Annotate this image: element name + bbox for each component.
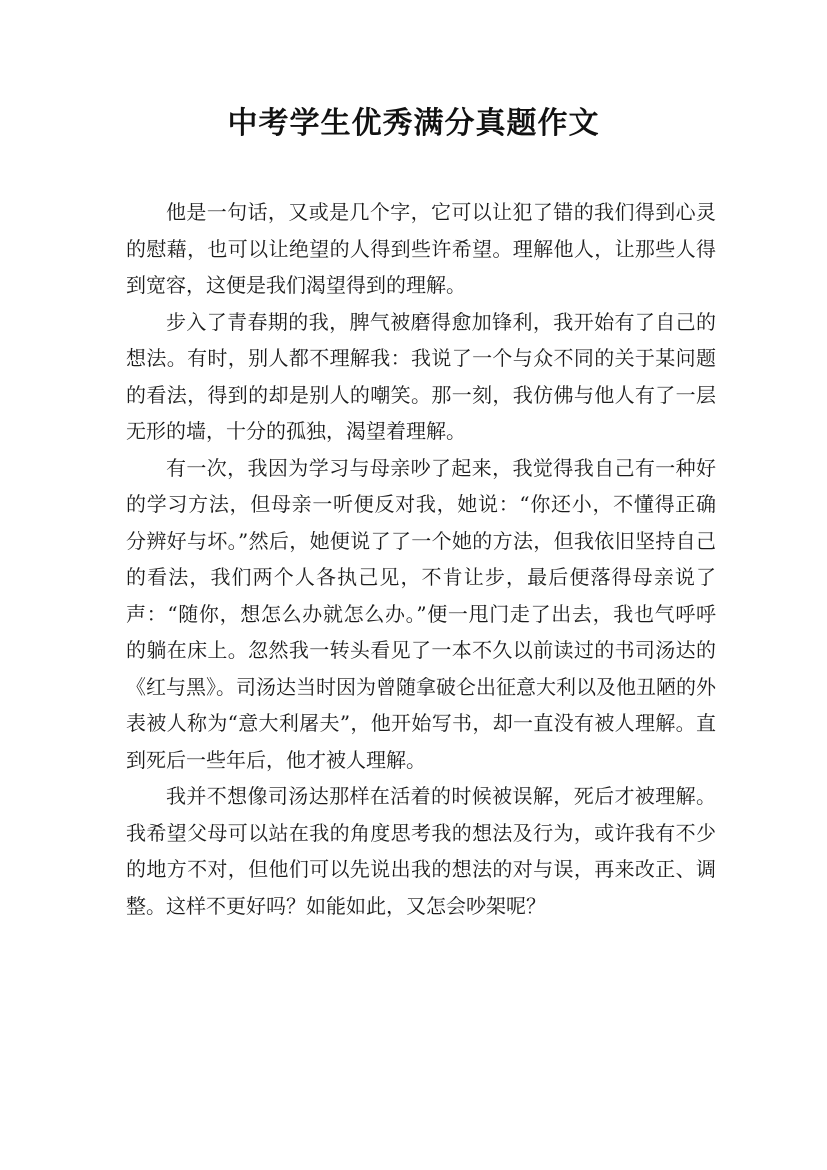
paragraph-4: 我并不想像司汤达那样在活着的时候被误解，死后才被理解。我希望父母可以站在我的角度思考我的想法及行为，或许我有不少的地方不对，但他们可以先说出我的想法的对与误，再来改正、调整。这样不更好吗？如能如此，又怎会吵架呢？ <box>126 784 716 918</box>
paragraph-1: 他是一句话，又或是几个字，它可以让犯了错的我们得到心灵的慰藉，也可以让绝望的人得到些许希望。理解他人，让那些人得到宽容，这便是我们渴望得到的理解。 <box>126 200 716 297</box>
essay-body <box>126 194 716 924</box>
page-title: 中考学生优秀满分真题作文 <box>227 106 600 141</box>
paragraph-2: 步入了青春期的我，脾气被磨得愈加锋利，我开始有了自己的想法。有时，别人都不理解我：我说了一个与众不同的关于某问题的看法，得到的却是别人的嘲笑。那一刻，我仿佛与他人有了一层无形的墙，十分的孤独，渴望着理解。 <box>126 309 716 443</box>
paragraph-3: 有一次，我因为学习与母亲吵了起来，我觉得我自己有一种好的学习方法，但母亲一听便反对我，她说：“你还小，不懂得正确分辨好与坏。”然后，她便说了了一个她的方法，但我依旧坚持自己的看法，我们两个人各执己见，不肯让步，最后便落得母亲说了声：“随你，想怎么办就怎么办。”便一甩门走了出去，我也气呼呼的躺在床上。忽然我一转头看见了一本不久以前读过的书司汤达的《红与黑》。司汤达当时因为曾随拿破仑出征意大利以及他丑陋的外表被人称为“意大利屠夫”，他开始写书，却一直没有被人理解。直到死后一些年后，他才被人理解。 <box>126 455 716 772</box>
